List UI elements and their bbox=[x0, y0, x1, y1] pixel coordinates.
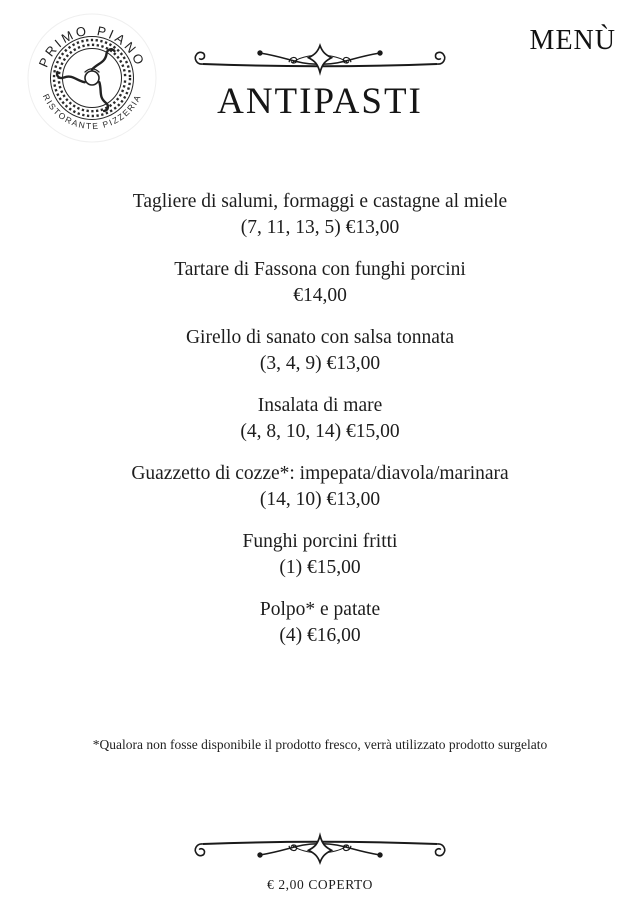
menu-item-name: Tartare di Fassona con funghi porcini bbox=[174, 259, 466, 280]
menu-item bbox=[0, 393, 640, 445]
menu-item-detail: (7, 11, 13, 5) €13,00 bbox=[240, 217, 400, 238]
menu-item-detail: (14, 10) €13,00 bbox=[259, 489, 381, 510]
menu-item-name: Funghi porcini fritti bbox=[242, 531, 398, 552]
frozen-product-footnote: *Qualora non fosse disponibile il prodotto fresco, verrà utilizzato prodotto surgelato bbox=[92, 737, 548, 752]
menu-item-detail: (4, 8, 10, 14) €15,00 bbox=[240, 421, 400, 442]
menu-item-detail: (1) €15,00 bbox=[279, 557, 361, 578]
menu-item-name: Guazzetto di cozze*: impepata/diavola/marinara bbox=[131, 463, 509, 484]
trinacria-logo-icon bbox=[26, 6, 158, 150]
menu-item-list bbox=[0, 189, 640, 665]
menu-item-detail: (4) €16,00 bbox=[279, 625, 361, 646]
logo-subtitle-text: RISTORANTE PIZZERIA bbox=[40, 92, 144, 132]
menu-item bbox=[0, 529, 640, 581]
flourish-divider-top-icon bbox=[192, 34, 448, 78]
menu-item-name: Girello di sanato con salsa tonnata bbox=[185, 327, 455, 348]
cover-charge: € 2,00 COPERTO bbox=[267, 877, 373, 892]
menu-item-detail: €14,00 bbox=[293, 285, 347, 306]
logo-name-text: PRIMO PIANO bbox=[35, 22, 149, 70]
menu-item bbox=[0, 325, 640, 377]
section-title: ANTIPASTI bbox=[217, 81, 423, 122]
menu-item-name: Insalata di mare bbox=[257, 395, 383, 416]
menu-item-name: Tagliere di salumi, formaggi e castagne al miele bbox=[132, 191, 508, 212]
menu-item-detail: (3, 4, 9) €13,00 bbox=[259, 353, 381, 374]
menu-label: MENÙ bbox=[529, 25, 616, 56]
menu-item bbox=[0, 257, 640, 309]
flourish-divider-bottom-icon bbox=[192, 830, 448, 874]
restaurant-logo bbox=[26, 6, 158, 150]
menu-item bbox=[0, 461, 640, 513]
menu-item-name: Polpo* e patate bbox=[259, 599, 381, 620]
menu-item bbox=[0, 189, 640, 241]
menu-item bbox=[0, 597, 640, 649]
